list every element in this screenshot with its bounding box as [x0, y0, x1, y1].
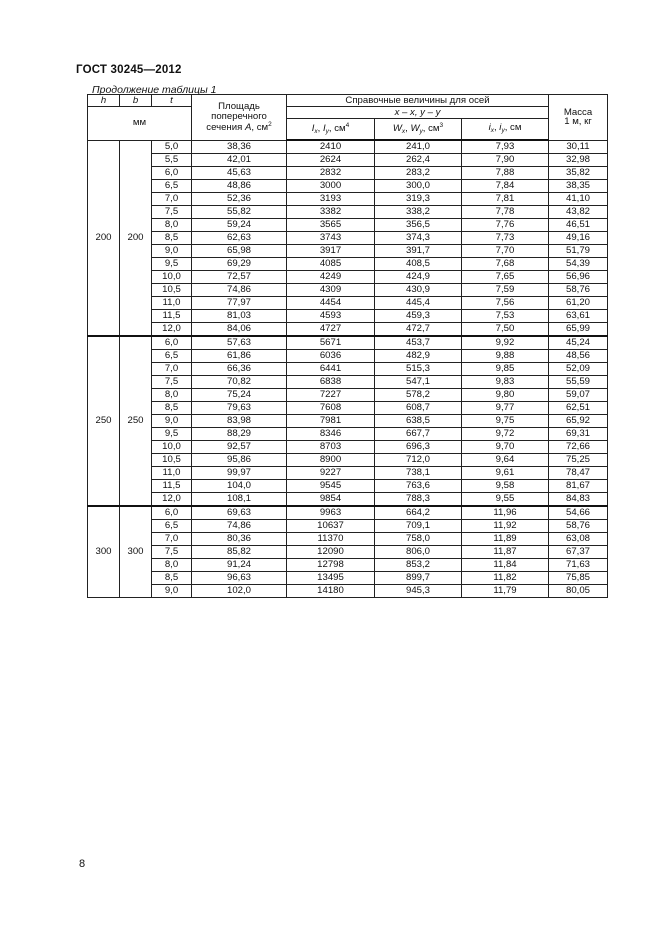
mass-cell: 84,83 — [549, 493, 608, 507]
area-cell: 102,0 — [192, 585, 287, 598]
inertia-sub-x: x — [314, 127, 318, 135]
inertia-symbol-x: I — [311, 122, 315, 134]
mass-cell: 56,96 — [549, 271, 608, 284]
table-row — [88, 533, 608, 546]
modulus-cell: 608,7 — [375, 402, 462, 415]
header-area-line1: Площадь — [218, 101, 260, 113]
mass-cell: 45,24 — [549, 336, 608, 350]
mass-cell: 35,82 — [549, 167, 608, 180]
radius-cell: 9,55 — [462, 493, 549, 507]
thickness-cell: 6,0 — [152, 506, 192, 520]
radius-cell: 7,59 — [462, 284, 549, 297]
mass-cell: 65,99 — [549, 323, 608, 337]
area-cell: 75,24 — [192, 389, 287, 402]
inertia-cell: 2832 — [287, 167, 375, 180]
table-row — [88, 336, 608, 350]
inertia-cell: 7227 — [287, 389, 375, 402]
modulus-cell: 806,0 — [375, 546, 462, 559]
area-cell: 69,29 — [192, 258, 287, 271]
inertia-cell: 2410 — [287, 140, 375, 154]
table-row — [88, 493, 608, 507]
thickness-cell: 5,5 — [152, 154, 192, 167]
modulus-cell: 515,3 — [375, 363, 462, 376]
thickness-cell: 7,0 — [152, 363, 192, 376]
inertia-cell: 3743 — [287, 232, 375, 245]
radius-cell: 9,85 — [462, 363, 549, 376]
inertia-unit: , см — [328, 122, 346, 134]
radius-cell: 9,77 — [462, 402, 549, 415]
mass-cell: 81,67 — [549, 480, 608, 493]
thickness-cell: 9,5 — [152, 258, 192, 271]
group-h-cell: 300 — [88, 506, 120, 598]
mass-cell: 55,59 — [549, 376, 608, 389]
table-caption: Продолжение таблицы 1 — [92, 84, 217, 96]
thickness-cell: 11,5 — [152, 480, 192, 493]
modulus-cell: 408,5 — [375, 258, 462, 271]
mass-cell: 67,37 — [549, 546, 608, 559]
radius-cell: 11,87 — [462, 546, 549, 559]
table-row — [88, 585, 608, 598]
header-b: b — [120, 95, 152, 107]
modulus-cell: 445,4 — [375, 297, 462, 310]
table-row — [88, 415, 608, 428]
inertia-cell: 4454 — [287, 297, 375, 310]
thickness-cell: 12,0 — [152, 493, 192, 507]
modulus-unit-sup: 3 — [439, 121, 444, 129]
thickness-cell: 10,5 — [152, 284, 192, 297]
header-units-mm: мм — [88, 107, 192, 141]
radius-cell: 9,70 — [462, 441, 549, 454]
table-row — [88, 219, 608, 232]
table-row — [88, 167, 608, 180]
header-radius-gyration — [462, 119, 549, 141]
radius-sub-x: x — [490, 127, 494, 135]
modulus-symbol-y: W — [410, 122, 420, 134]
table-row — [88, 546, 608, 559]
area-cell: 92,57 — [192, 441, 287, 454]
table-row — [88, 506, 608, 520]
thickness-cell: 8,5 — [152, 402, 192, 415]
inertia-cell: 10637 — [287, 520, 375, 533]
mass-cell: 71,63 — [549, 559, 608, 572]
area-cell: 42,01 — [192, 154, 287, 167]
radius-cell: 7,81 — [462, 193, 549, 206]
modulus-cell: 453,7 — [375, 336, 462, 350]
inertia-sub-y: y — [325, 127, 329, 135]
inertia-cell: 8346 — [287, 428, 375, 441]
table-row — [88, 480, 608, 493]
group-b-cell: 200 — [120, 140, 152, 336]
table-row — [88, 441, 608, 454]
inertia-cell: 3382 — [287, 206, 375, 219]
modulus-cell: 482,9 — [375, 350, 462, 363]
mass-cell: 61,20 — [549, 297, 608, 310]
modulus-unit: , см — [422, 122, 440, 134]
modulus-sep: , — [405, 122, 411, 134]
area-cell: 80,36 — [192, 533, 287, 546]
thickness-cell: 7,5 — [152, 376, 192, 389]
inertia-cell: 8900 — [287, 454, 375, 467]
modulus-cell: 424,9 — [375, 271, 462, 284]
area-cell: 61,86 — [192, 350, 287, 363]
inertia-cell: 5671 — [287, 336, 375, 350]
inertia-cell: 4249 — [287, 271, 375, 284]
thickness-cell: 7,5 — [152, 206, 192, 219]
inertia-cell: 4309 — [287, 284, 375, 297]
inertia-cell: 9545 — [287, 480, 375, 493]
table-row — [88, 323, 608, 337]
inertia-cell: 3565 — [287, 219, 375, 232]
thickness-cell: 11,0 — [152, 297, 192, 310]
area-cell: 45,63 — [192, 167, 287, 180]
area-cell: 99,97 — [192, 467, 287, 480]
radius-cell: 9,75 — [462, 415, 549, 428]
group-b-cell: 300 — [120, 506, 152, 598]
thickness-cell: 8,5 — [152, 572, 192, 585]
header-mass-line1: Масса — [563, 106, 593, 118]
thickness-cell: 6,5 — [152, 180, 192, 193]
table-row — [88, 389, 608, 402]
page-number: 8 — [79, 858, 86, 870]
radius-cell: 7,93 — [462, 140, 549, 154]
inertia-cell: 6036 — [287, 350, 375, 363]
modulus-cell: 391,7 — [375, 245, 462, 258]
thickness-cell: 10,0 — [152, 271, 192, 284]
inertia-cell: 3000 — [287, 180, 375, 193]
modulus-cell: 712,0 — [375, 454, 462, 467]
mass-cell: 63,08 — [549, 533, 608, 546]
inertia-symbol-y: I — [322, 122, 326, 134]
thickness-cell: 12,0 — [152, 323, 192, 337]
thickness-cell: 9,0 — [152, 245, 192, 258]
radius-cell: 7,65 — [462, 271, 549, 284]
radius-cell: 7,73 — [462, 232, 549, 245]
radius-cell: 11,82 — [462, 572, 549, 585]
radius-cell: 9,92 — [462, 336, 549, 350]
radius-cell: 7,84 — [462, 180, 549, 193]
radius-symbol-y: i — [499, 122, 502, 134]
thickness-cell: 5,0 — [152, 140, 192, 154]
modulus-cell: 853,2 — [375, 559, 462, 572]
header-inertia — [287, 119, 375, 141]
table-row — [88, 258, 608, 271]
modulus-cell: 262,4 — [375, 154, 462, 167]
area-cell: 65,98 — [192, 245, 287, 258]
area-cell: 55,82 — [192, 206, 287, 219]
table-row — [88, 232, 608, 245]
area-cell: 91,24 — [192, 559, 287, 572]
area-cell: 62,63 — [192, 232, 287, 245]
modulus-cell: 459,3 — [375, 310, 462, 323]
modulus-cell: 472,7 — [375, 323, 462, 337]
inertia-unit-sup: 4 — [345, 121, 350, 129]
thickness-cell: 10,5 — [152, 454, 192, 467]
inertia-cell: 4727 — [287, 323, 375, 337]
modulus-cell: 945,3 — [375, 585, 462, 598]
radius-cell: 7,70 — [462, 245, 549, 258]
radius-symbol-x: i — [488, 122, 491, 134]
area-cell: 74,86 — [192, 284, 287, 297]
mass-cell: 48,56 — [549, 350, 608, 363]
inertia-cell: 4593 — [287, 310, 375, 323]
radius-cell: 7,90 — [462, 154, 549, 167]
thickness-cell: 8,0 — [152, 559, 192, 572]
area-cell: 74,86 — [192, 520, 287, 533]
modulus-cell: 430,9 — [375, 284, 462, 297]
table-row — [88, 467, 608, 480]
table-row — [88, 310, 608, 323]
table-row — [88, 297, 608, 310]
modulus-cell: 758,0 — [375, 533, 462, 546]
radius-cell: 7,88 — [462, 167, 549, 180]
area-cell: 79,63 — [192, 402, 287, 415]
header-area-line3: сечения — [206, 121, 243, 133]
table-row — [88, 520, 608, 533]
inertia-cell: 3193 — [287, 193, 375, 206]
modulus-cell: 738,1 — [375, 467, 462, 480]
thickness-cell: 7,5 — [152, 546, 192, 559]
thickness-cell: 8,0 — [152, 219, 192, 232]
modulus-cell: 667,7 — [375, 428, 462, 441]
inertia-cell: 8703 — [287, 441, 375, 454]
inertia-cell: 9963 — [287, 506, 375, 520]
modulus-cell: 319,3 — [375, 193, 462, 206]
mass-cell: 58,76 — [549, 284, 608, 297]
modulus-cell: 283,2 — [375, 167, 462, 180]
modulus-symbol-x: W — [392, 122, 402, 134]
mass-cell: 43,82 — [549, 206, 608, 219]
area-cell: 48,86 — [192, 180, 287, 193]
thickness-cell: 11,0 — [152, 467, 192, 480]
radius-cell: 9,64 — [462, 454, 549, 467]
header-mass-line2: 1 м, кг — [564, 116, 592, 128]
table-row — [88, 454, 608, 467]
radius-cell: 9,88 — [462, 350, 549, 363]
modulus-cell: 899,7 — [375, 572, 462, 585]
header-area-symbol: A — [244, 121, 252, 133]
radius-sep: , — [493, 122, 500, 134]
area-cell: 81,03 — [192, 310, 287, 323]
mass-cell: 78,47 — [549, 467, 608, 480]
thickness-cell: 11,5 — [152, 310, 192, 323]
modulus-cell: 547,1 — [375, 376, 462, 389]
header-area-unit-sup: 2 — [268, 120, 272, 128]
group-b-cell: 250 — [120, 336, 152, 506]
modulus-sub-y: y — [419, 127, 423, 135]
table-row — [88, 245, 608, 258]
inertia-cell: 7981 — [287, 415, 375, 428]
inertia-cell: 14180 — [287, 585, 375, 598]
table-row — [88, 428, 608, 441]
area-cell: 38,36 — [192, 140, 287, 154]
area-cell: 95,86 — [192, 454, 287, 467]
mass-cell: 46,51 — [549, 219, 608, 232]
document-code: ГОСТ 30245—2012 — [76, 64, 182, 76]
area-cell: 108,1 — [192, 493, 287, 507]
mass-cell: 38,35 — [549, 180, 608, 193]
modulus-cell: 356,5 — [375, 219, 462, 232]
modulus-cell: 374,3 — [375, 232, 462, 245]
mass-cell: 75,85 — [549, 572, 608, 585]
area-cell: 59,24 — [192, 219, 287, 232]
radius-cell: 9,72 — [462, 428, 549, 441]
thickness-cell: 9,0 — [152, 415, 192, 428]
modulus-cell: 300,0 — [375, 180, 462, 193]
mass-cell: 58,76 — [549, 520, 608, 533]
mass-cell: 80,05 — [549, 585, 608, 598]
radius-cell: 11,96 — [462, 506, 549, 520]
mass-cell: 51,79 — [549, 245, 608, 258]
table-row — [88, 284, 608, 297]
mass-cell: 65,92 — [549, 415, 608, 428]
inertia-cell: 7608 — [287, 402, 375, 415]
radius-cell: 9,83 — [462, 376, 549, 389]
area-cell: 104,0 — [192, 480, 287, 493]
mass-cell: 32,98 — [549, 154, 608, 167]
inertia-cell: 4085 — [287, 258, 375, 271]
profile-table — [87, 94, 608, 598]
thickness-cell: 6,0 — [152, 167, 192, 180]
table-row — [88, 402, 608, 415]
area-cell: 83,98 — [192, 415, 287, 428]
table-row — [88, 376, 608, 389]
modulus-cell: 664,2 — [375, 506, 462, 520]
modulus-cell: 638,5 — [375, 415, 462, 428]
modulus-cell: 338,2 — [375, 206, 462, 219]
thickness-cell: 7,0 — [152, 193, 192, 206]
table-row — [88, 572, 608, 585]
mass-cell: 62,51 — [549, 402, 608, 415]
modulus-sub-x: x — [401, 127, 406, 135]
table-row — [88, 154, 608, 167]
mass-cell: 69,31 — [549, 428, 608, 441]
inertia-cell: 9854 — [287, 493, 375, 507]
inertia-cell: 12090 — [287, 546, 375, 559]
inertia-cell: 13495 — [287, 572, 375, 585]
modulus-cell: 696,3 — [375, 441, 462, 454]
area-cell: 96,63 — [192, 572, 287, 585]
table-body — [88, 140, 608, 598]
header-axes: x – x, y – y — [287, 107, 549, 119]
radius-cell: 9,80 — [462, 389, 549, 402]
group-h-cell: 200 — [88, 140, 120, 336]
radius-cell: 7,56 — [462, 297, 549, 310]
thickness-cell: 8,5 — [152, 232, 192, 245]
header-mass — [549, 95, 608, 141]
radius-cell: 11,84 — [462, 559, 549, 572]
mass-cell: 52,09 — [549, 363, 608, 376]
mass-cell: 49,16 — [549, 232, 608, 245]
thickness-cell: 9,5 — [152, 428, 192, 441]
area-cell: 57,63 — [192, 336, 287, 350]
mass-cell: 72,66 — [549, 441, 608, 454]
thickness-cell: 7,0 — [152, 533, 192, 546]
mass-cell: 59,07 — [549, 389, 608, 402]
inertia-sep: , — [317, 122, 323, 134]
header-t: t — [152, 95, 192, 107]
area-cell: 66,36 — [192, 363, 287, 376]
area-cell: 70,82 — [192, 376, 287, 389]
modulus-cell: 709,1 — [375, 520, 462, 533]
header-section-modulus — [375, 119, 462, 141]
header-area-line2: поперечного — [211, 110, 267, 122]
radius-cell: 11,89 — [462, 533, 549, 546]
mass-cell: 30,11 — [549, 140, 608, 154]
radius-sub-y: y — [501, 127, 505, 135]
radius-cell: 7,50 — [462, 323, 549, 337]
inertia-cell: 6441 — [287, 363, 375, 376]
inertia-cell: 9227 — [287, 467, 375, 480]
area-cell: 69,63 — [192, 506, 287, 520]
modulus-cell: 788,3 — [375, 493, 462, 507]
modulus-cell: 763,6 — [375, 480, 462, 493]
inertia-cell: 11370 — [287, 533, 375, 546]
mass-cell: 54,66 — [549, 506, 608, 520]
mass-cell: 75,25 — [549, 454, 608, 467]
radius-cell: 7,76 — [462, 219, 549, 232]
table-row — [88, 271, 608, 284]
group-h-cell: 250 — [88, 336, 120, 506]
area-cell: 77,97 — [192, 297, 287, 310]
table-row — [88, 206, 608, 219]
thickness-cell: 6,0 — [152, 336, 192, 350]
table-row — [88, 363, 608, 376]
thickness-cell: 10,0 — [152, 441, 192, 454]
table-row — [88, 180, 608, 193]
radius-unit: , см — [504, 122, 522, 134]
radius-cell: 7,53 — [462, 310, 549, 323]
inertia-cell: 6838 — [287, 376, 375, 389]
header-area — [192, 95, 287, 141]
header-reference-title: Справочные величины для осей — [287, 95, 549, 107]
header-h: h — [88, 95, 120, 107]
inertia-cell: 2624 — [287, 154, 375, 167]
radius-cell: 7,68 — [462, 258, 549, 271]
area-cell: 84,06 — [192, 323, 287, 337]
mass-cell: 41,10 — [549, 193, 608, 206]
radius-cell: 7,78 — [462, 206, 549, 219]
area-cell: 85,82 — [192, 546, 287, 559]
radius-cell: 11,79 — [462, 585, 549, 598]
area-cell: 88,29 — [192, 428, 287, 441]
thickness-cell: 6,5 — [152, 520, 192, 533]
thickness-cell: 6,5 — [152, 350, 192, 363]
header-area-unit: , см — [251, 121, 269, 133]
area-cell: 72,57 — [192, 271, 287, 284]
mass-cell: 63,61 — [549, 310, 608, 323]
inertia-cell: 3917 — [287, 245, 375, 258]
thickness-cell: 9,0 — [152, 585, 192, 598]
radius-cell: 9,61 — [462, 467, 549, 480]
thickness-cell: 8,0 — [152, 389, 192, 402]
radius-cell: 11,92 — [462, 520, 549, 533]
table-row — [88, 350, 608, 363]
mass-cell: 54,39 — [549, 258, 608, 271]
modulus-cell: 578,2 — [375, 389, 462, 402]
table-row — [88, 140, 608, 154]
radius-cell: 9,58 — [462, 480, 549, 493]
inertia-cell: 12798 — [287, 559, 375, 572]
table-row — [88, 193, 608, 206]
table-row — [88, 559, 608, 572]
modulus-cell: 241,0 — [375, 140, 462, 154]
area-cell: 52,36 — [192, 193, 287, 206]
